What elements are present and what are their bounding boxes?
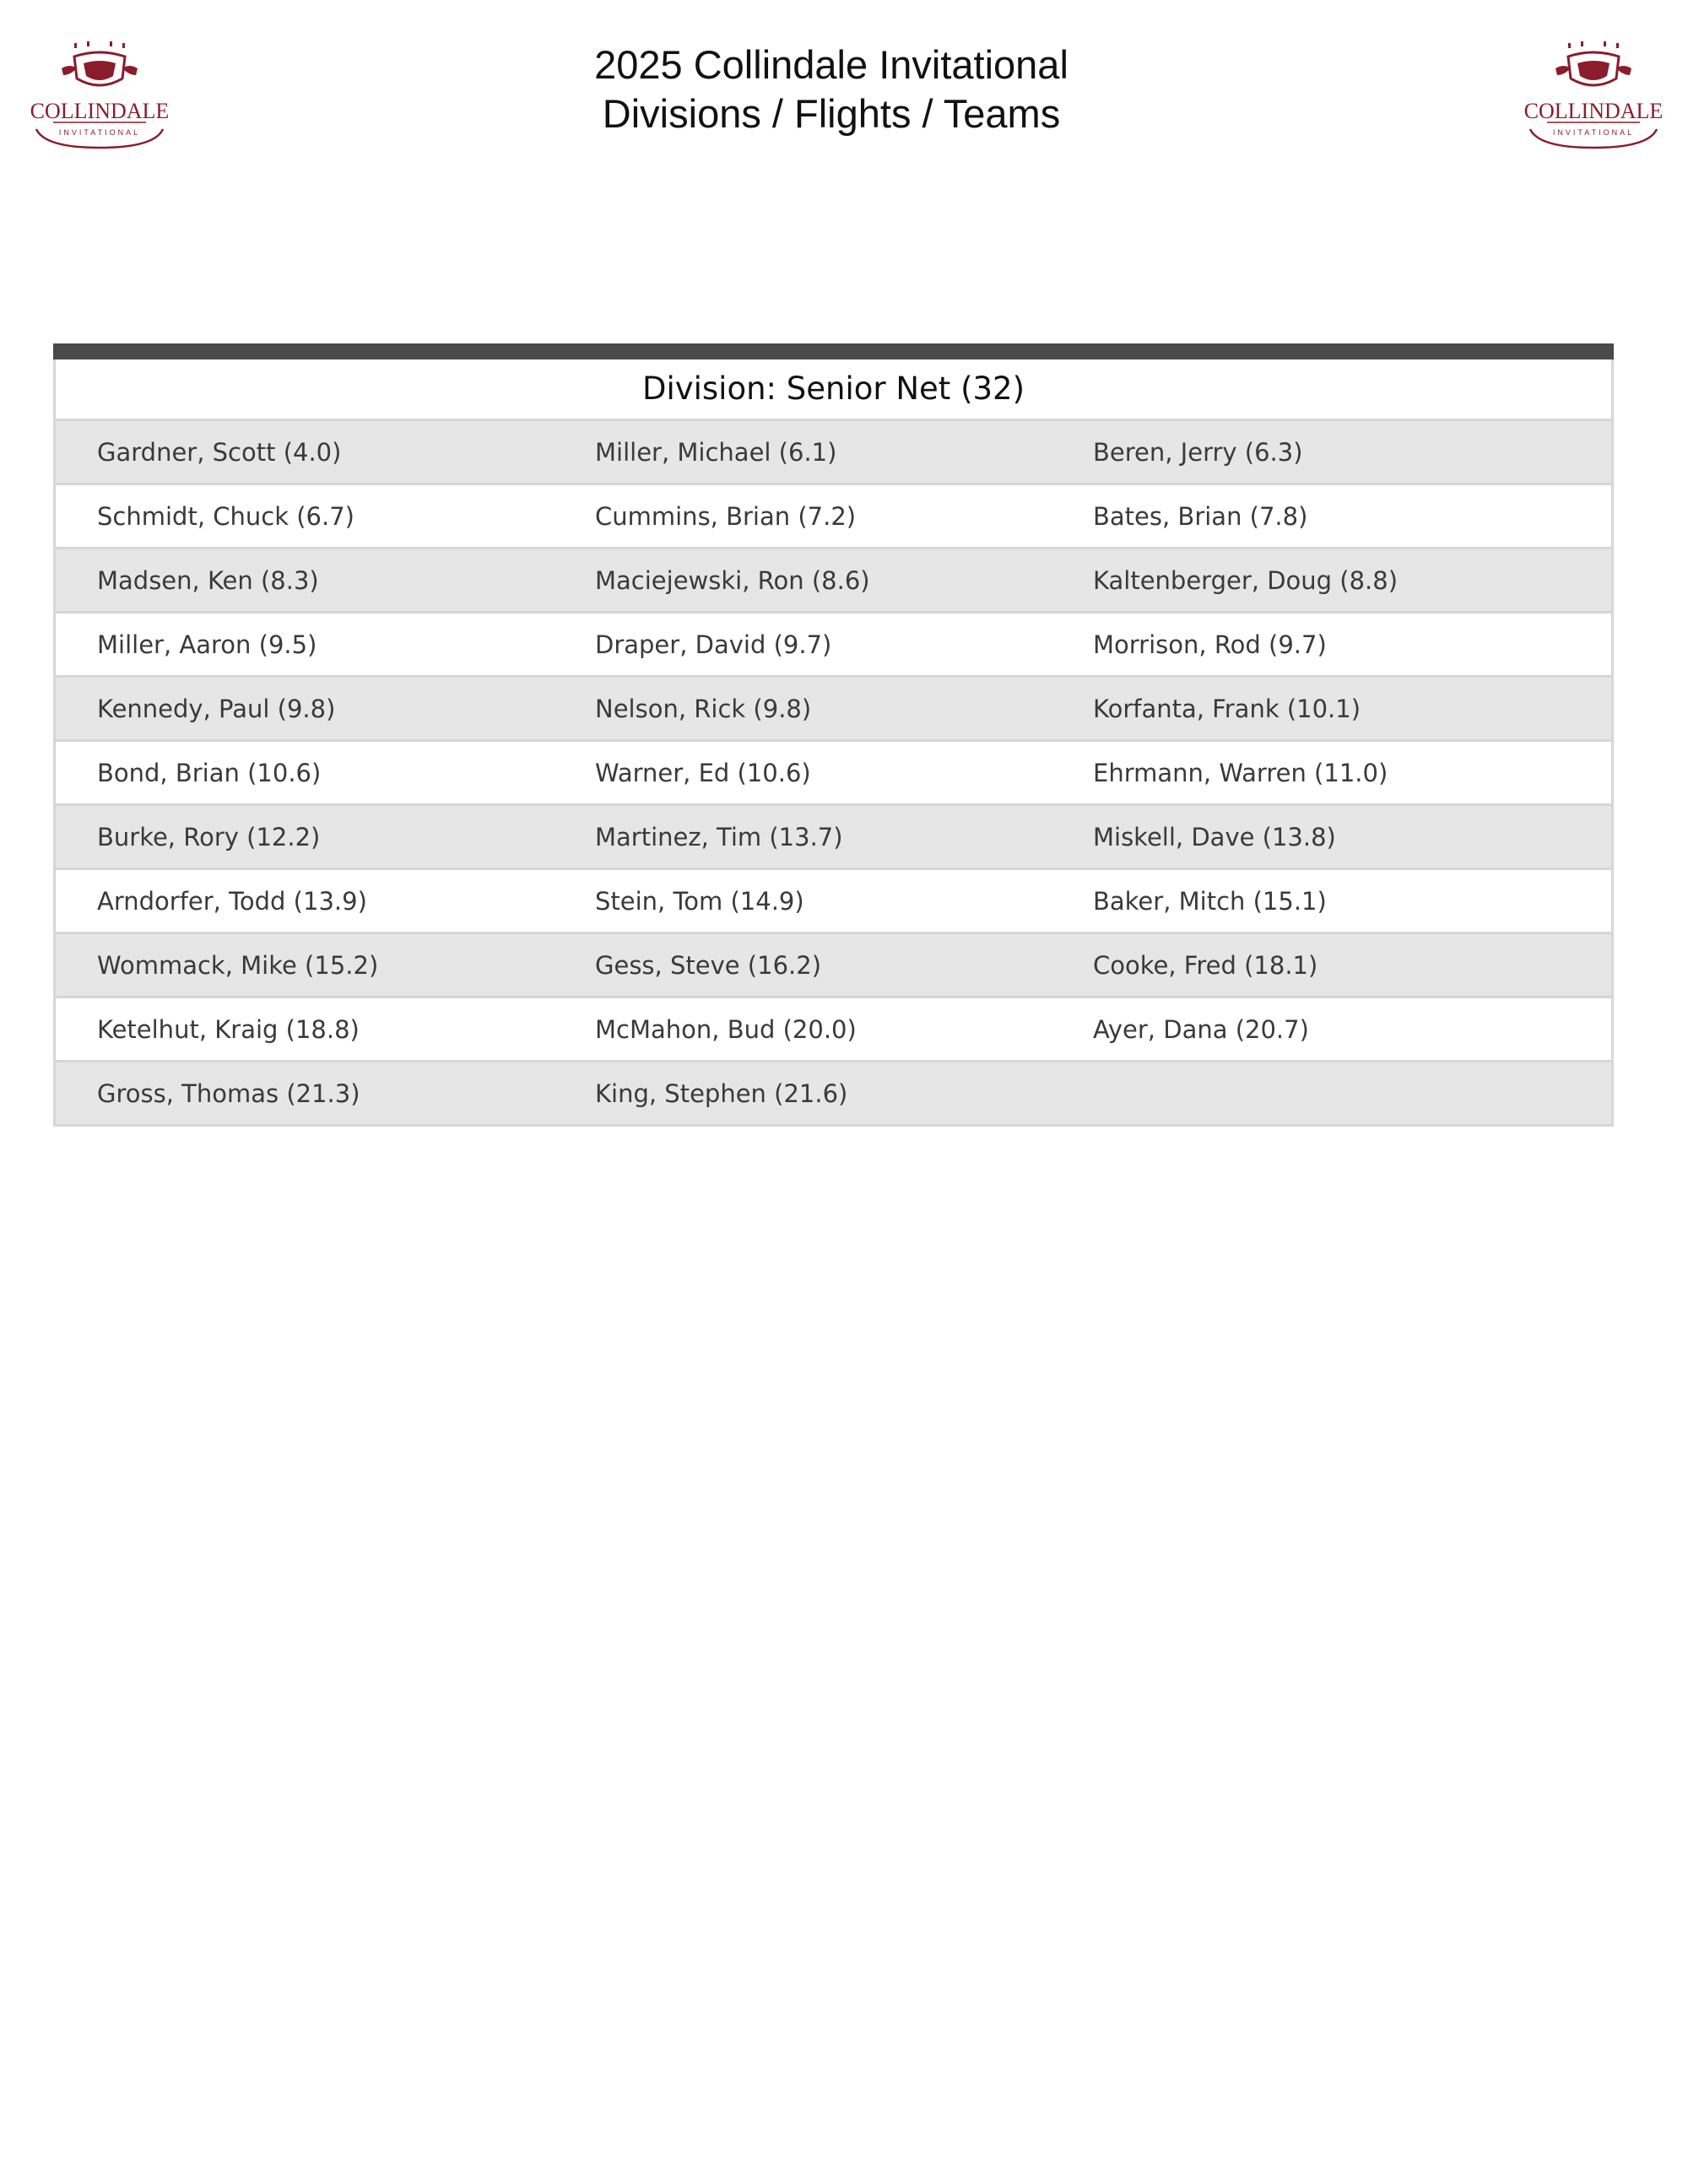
player-cell: Cooke, Fred (18.1) bbox=[1093, 950, 1318, 980]
player-cell: Arndorfer, Todd (13.9) bbox=[97, 886, 367, 916]
player-cell: Miskell, Dave (13.8) bbox=[1093, 822, 1336, 851]
division-rows bbox=[56, 421, 1611, 1124]
player-cell: Bond, Brian (10.6) bbox=[97, 758, 322, 787]
player-cell: Warner, Ed (10.6) bbox=[595, 758, 811, 787]
page-title-line-1: 2025 Collindale Invitational bbox=[594, 42, 1069, 87]
table-row bbox=[56, 614, 1611, 678]
player-cell: Stein, Tom (14.9) bbox=[595, 886, 804, 916]
player-cell: Morrison, Rod (9.7) bbox=[1093, 630, 1327, 659]
player-cell: Miller, Michael (6.1) bbox=[595, 437, 837, 467]
division-table bbox=[53, 343, 1614, 1127]
player-cell: Wommack, Mike (15.2) bbox=[97, 950, 379, 980]
collindale-crest-icon bbox=[28, 38, 171, 152]
player-cell: Martinez, Tim (13.7) bbox=[595, 822, 843, 851]
player-cell: Kaltenberger, Doug (8.8) bbox=[1093, 565, 1399, 595]
page-title-line-2: Divisions / Flights / Teams bbox=[602, 91, 1061, 136]
player-cell: Ayer, Dana (20.7) bbox=[1093, 1014, 1309, 1044]
player-cell: Bates, Brian (7.8) bbox=[1093, 501, 1308, 531]
table-row bbox=[56, 1062, 1611, 1124]
table-row bbox=[56, 934, 1611, 998]
player-cell: Miller, Aaron (9.5) bbox=[97, 630, 317, 659]
player-cell: Nelson, Rick (9.8) bbox=[595, 694, 812, 723]
player-cell: Beren, Jerry (6.3) bbox=[1093, 437, 1303, 467]
table-row bbox=[56, 485, 1611, 549]
division-title: Division: Senior Net (32) bbox=[56, 359, 1611, 421]
player-cell: Baker, Mitch (15.1) bbox=[1093, 886, 1327, 916]
player-cell: Gardner, Scott (4.0) bbox=[97, 437, 342, 467]
table-top-bar bbox=[53, 343, 1614, 359]
player-cell: Gross, Thomas (21.3) bbox=[97, 1078, 360, 1108]
svg-text:INVITATIONAL: INVITATIONAL bbox=[58, 128, 141, 137]
svg-text:INVITATIONAL: INVITATIONAL bbox=[1552, 128, 1635, 137]
player-cell: Ehrmann, Warren (11.0) bbox=[1093, 758, 1388, 787]
player-cell: King, Stephen (21.6) bbox=[595, 1078, 848, 1108]
collindale-logo-left bbox=[28, 38, 171, 152]
collindale-logo-right bbox=[1522, 38, 1665, 152]
player-cell: Korfanta, Frank (10.1) bbox=[1093, 694, 1361, 723]
player-cell: Gess, Steve (16.2) bbox=[595, 950, 822, 980]
player-cell: Ketelhut, Kraig (18.8) bbox=[97, 1014, 360, 1044]
svg-text:COLLINDALE: COLLINDALE bbox=[30, 99, 170, 123]
table-row bbox=[56, 742, 1611, 806]
table-row bbox=[56, 678, 1611, 742]
player-cell: Schmidt, Chuck (6.7) bbox=[97, 501, 354, 531]
player-cell: Draper, David (9.7) bbox=[595, 630, 832, 659]
table-row bbox=[56, 549, 1611, 614]
table-row bbox=[56, 998, 1611, 1062]
player-cell: Maciejewski, Ron (8.6) bbox=[595, 565, 870, 595]
collindale-crest-icon bbox=[1522, 38, 1665, 152]
table-row bbox=[56, 870, 1611, 934]
player-cell: Kennedy, Paul (9.8) bbox=[97, 694, 336, 723]
player-cell: Cummins, Brian (7.2) bbox=[595, 501, 857, 531]
player-cell: McMahon, Bud (20.0) bbox=[595, 1014, 857, 1044]
player-cell: Burke, Rory (12.2) bbox=[97, 822, 321, 851]
svg-text:COLLINDALE: COLLINDALE bbox=[1523, 99, 1664, 123]
table-row bbox=[56, 806, 1611, 870]
table-row bbox=[56, 421, 1611, 485]
player-cell: Madsen, Ken (8.3) bbox=[97, 565, 319, 595]
page-title bbox=[169, 41, 1494, 138]
